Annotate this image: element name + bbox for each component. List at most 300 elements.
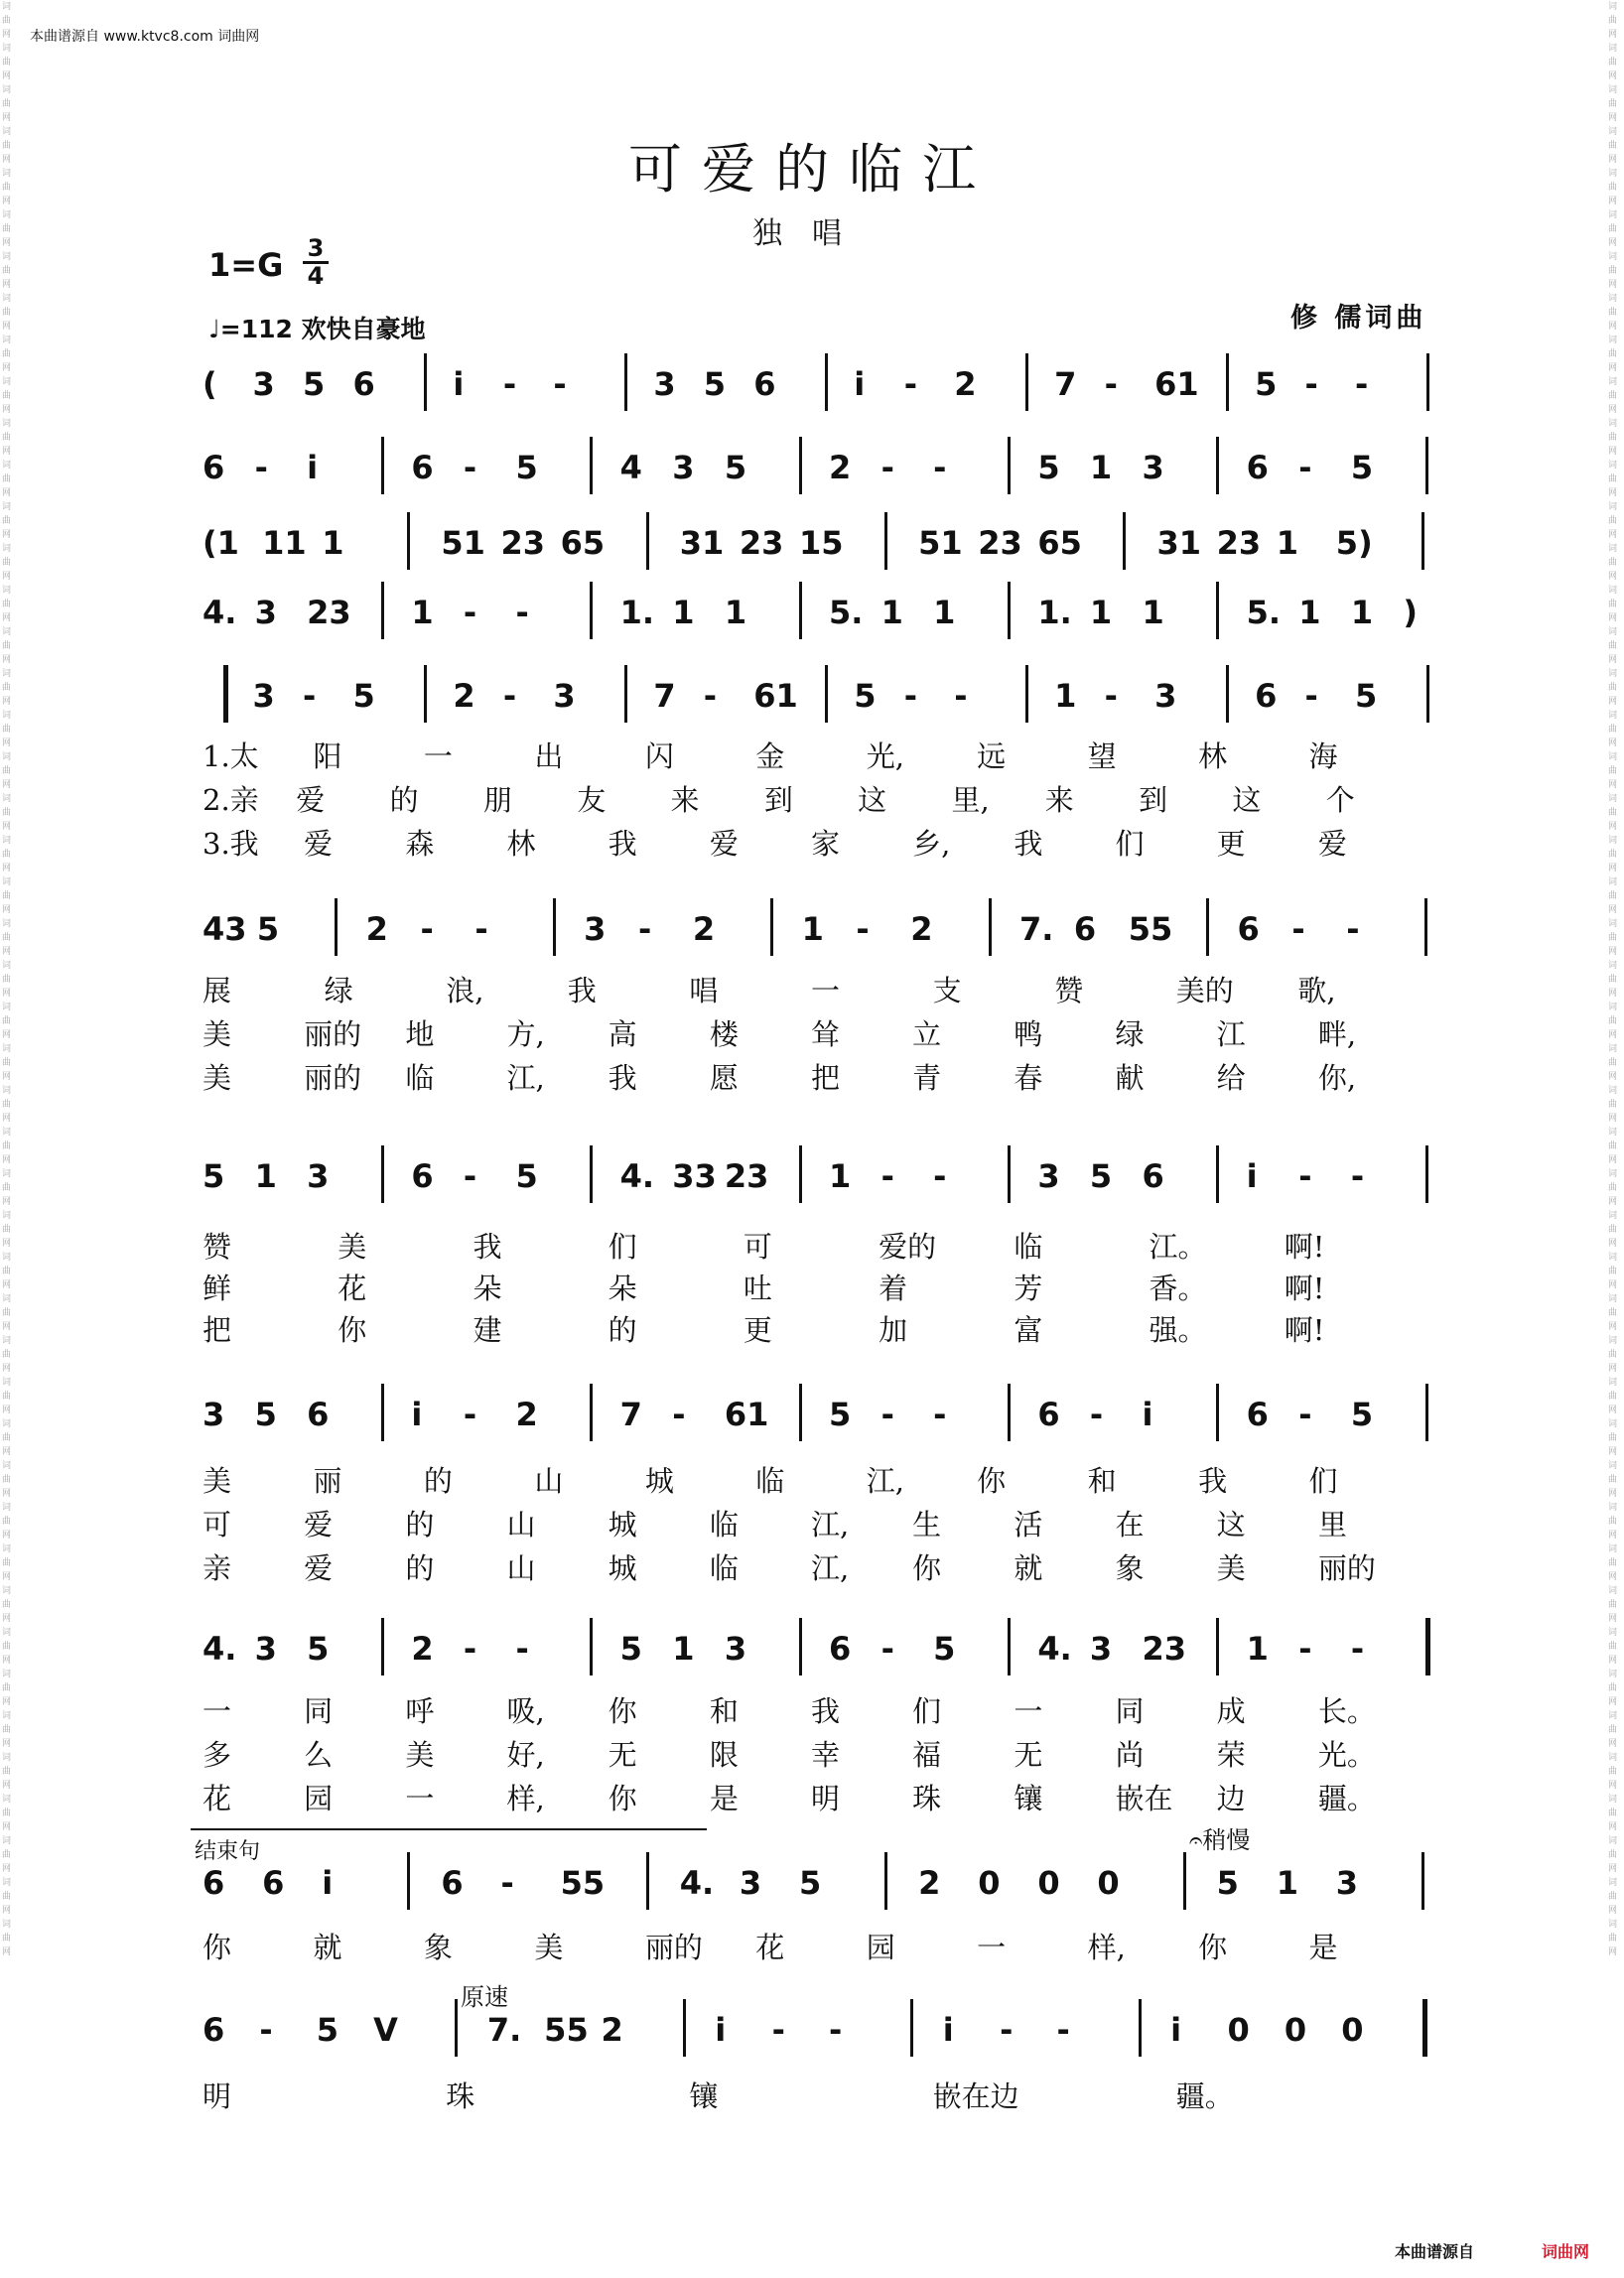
- song-title: 可爱的临江: [628, 138, 996, 201]
- lyric-word: 把: [203, 1313, 232, 1347]
- lyric-word: 朋: [482, 783, 512, 817]
- bar-line: [335, 898, 338, 956]
- score-note: -: [933, 1396, 947, 1433]
- lyric-word: 朵: [473, 1272, 502, 1305]
- score-note: 5: [933, 1630, 956, 1668]
- lyric-word: 更: [743, 1313, 772, 1347]
- lyric-word: 园: [866, 1931, 895, 1964]
- lyric-word: 海: [1308, 739, 1338, 773]
- bar-line: [1426, 353, 1429, 411]
- score-note: 3: [1154, 677, 1177, 715]
- score-note: 3: [672, 449, 695, 486]
- score-note: 5: [307, 1630, 330, 1668]
- score-note: 1: [672, 1630, 695, 1668]
- lyric-word: 是: [1308, 1931, 1338, 1964]
- lyric-word: 青: [912, 1061, 942, 1095]
- lyric-word: 一: [1014, 1694, 1043, 1728]
- bar-line: [407, 512, 410, 570]
- score-note: 3: [724, 1630, 747, 1668]
- score-note: 55: [560, 1864, 606, 1902]
- lyric-word: 临: [405, 1061, 435, 1095]
- score-note: -: [856, 910, 870, 948]
- score-note: i: [307, 449, 319, 486]
- score-note: -: [463, 1157, 477, 1195]
- bar-line: [1421, 1852, 1424, 1910]
- score-note: 4.: [203, 594, 237, 631]
- lyric-word: 来: [1044, 783, 1074, 817]
- score-note: 5: [1089, 1157, 1113, 1195]
- lyric-word: 和: [709, 1694, 739, 1728]
- lyric-word: 林: [506, 827, 536, 861]
- score-note: 1: [933, 594, 956, 631]
- lyric-word: 爱: [296, 783, 326, 817]
- score-note: 2: [910, 910, 933, 948]
- lyric-word: 象: [1115, 1551, 1145, 1585]
- lyric-word: 给: [1216, 1061, 1246, 1095]
- score-row: [0, 1145, 1624, 1205]
- lyric-word: 江,: [506, 1061, 545, 1095]
- score-note: 43: [203, 910, 247, 948]
- lyric-word: 爱: [304, 1551, 334, 1585]
- lyric-word: 你: [608, 1694, 637, 1728]
- score-note: 0: [1341, 2011, 1364, 2049]
- lyric-word: 你: [912, 1551, 942, 1585]
- lyric-word: 同: [304, 1694, 334, 1728]
- score-note: 5: [1350, 1396, 1374, 1433]
- score-note: 6: [1237, 910, 1260, 948]
- score-note: 5: [829, 1396, 852, 1433]
- bar-line: [910, 1999, 913, 2057]
- lyric-word: 的: [608, 1313, 637, 1347]
- lyric-word: 支: [932, 974, 962, 1007]
- score-note: 4.: [203, 1630, 237, 1668]
- lyric-word: 一: [423, 739, 453, 773]
- score-note: 0: [978, 1864, 1001, 1902]
- lyric-word: 美: [203, 1017, 232, 1051]
- lyric-word: 吸,: [506, 1694, 545, 1728]
- lyric-word: 阳: [313, 739, 342, 773]
- score-note: 1: [1054, 677, 1077, 715]
- lyric-word: 丽的: [304, 1061, 362, 1095]
- score-note: 31: [1156, 524, 1202, 562]
- score-note: 4.: [679, 1864, 715, 1902]
- score-note: 1: [1089, 594, 1113, 631]
- score-note: i: [854, 365, 866, 403]
- score-note: 55: [1128, 910, 1173, 948]
- lyric-word: 你,: [1317, 1061, 1357, 1095]
- score-note: 2: [365, 910, 388, 948]
- lyric-word: 爱的: [879, 1230, 937, 1264]
- score-note: 2: [453, 677, 475, 715]
- slow-marking: 𝄐稍慢: [1189, 1826, 1251, 1854]
- score-note: 0: [1037, 1864, 1060, 1902]
- lyric-word: 花: [755, 1931, 785, 1964]
- bar-line: [646, 512, 649, 570]
- lyric-word: 园: [304, 1782, 334, 1815]
- score-note: -: [553, 365, 567, 403]
- lyric-word: 个: [1325, 783, 1355, 817]
- score-note: (: [203, 365, 217, 403]
- score-note: 5.: [1246, 594, 1282, 631]
- score-note: 1: [1276, 1864, 1298, 1902]
- score-note: -: [463, 594, 477, 631]
- score-note: 2: [954, 365, 977, 403]
- lyric-word: 城: [644, 1464, 674, 1498]
- lyric-word: 的: [405, 1508, 435, 1541]
- lyric-word: 绿: [324, 974, 353, 1007]
- score-note: -: [420, 910, 434, 948]
- bar-line: [989, 898, 992, 956]
- lyric-word: 江: [1216, 1017, 1246, 1051]
- lyric-word: 我: [608, 827, 637, 861]
- score-note: 6: [1037, 1396, 1060, 1433]
- lyric-word: 山: [506, 1551, 536, 1585]
- lyric-word: 尚: [1115, 1738, 1145, 1772]
- score-note: 1: [672, 594, 695, 631]
- score-note: 3: [254, 1630, 277, 1668]
- score-note: -: [954, 677, 968, 715]
- lyric-word: 可: [743, 1230, 772, 1264]
- lyric-word: 镶: [689, 2079, 719, 2113]
- score-note: 5: [256, 910, 280, 948]
- score-note: 1: [1350, 594, 1374, 631]
- time-numerator: 3: [303, 236, 329, 264]
- bar-line: [1123, 512, 1126, 570]
- bar-line: [799, 1145, 802, 1203]
- lyric-word: 一: [203, 1694, 232, 1728]
- score-note: i: [453, 365, 465, 403]
- score-note: -: [302, 677, 317, 715]
- lyric-word: 限: [709, 1738, 739, 1772]
- lyric-word: 的: [423, 1464, 453, 1498]
- score-note: 3: [203, 1396, 225, 1433]
- lyric-word: 富: [1014, 1313, 1043, 1347]
- lyric-word: 唱: [689, 974, 719, 1007]
- right-margin-watermark: 词曲网词曲网词曲网词曲网词曲网词曲网词曲网词曲网词曲网词曲网词曲网词曲网词曲网词曲网词曲网词曲网词曲网词曲网词曲网词曲网词曲网词曲网词曲网词曲网词曲网词曲网词曲网词曲网词曲网词曲网词曲网词曲网词曲网词曲网词曲网词曲网词曲网词曲网词曲网词曲网词曲网词曲网词曲网词曲网词曲网词曲网词曲网: [1608, 2, 1618, 1957]
- lyric-word: 疆。: [1175, 2079, 1234, 2113]
- bar-line: [1008, 1384, 1011, 1441]
- score-row: [0, 1999, 1624, 2059]
- score-note: 6: [1246, 449, 1269, 486]
- time-signature: [303, 236, 329, 289]
- bar-line: [683, 1999, 686, 2057]
- score-note: -: [1291, 910, 1305, 948]
- lyric-word: 到: [763, 783, 793, 817]
- score-note: i: [1142, 1396, 1153, 1433]
- score-note: -: [502, 677, 517, 715]
- score-note: -: [933, 449, 947, 486]
- score-note: 5.: [829, 594, 864, 631]
- score-row: [0, 437, 1624, 496]
- lyric-word: 珠: [912, 1782, 942, 1815]
- score-note: -: [1350, 1630, 1365, 1668]
- lyric-word: 一: [977, 1931, 1007, 1964]
- score-note: 1: [411, 594, 434, 631]
- score-note: 51: [918, 524, 963, 562]
- lyric-word: 们: [608, 1230, 637, 1264]
- lyric-word: 赞: [203, 1230, 232, 1264]
- lyric-word: 幸: [811, 1738, 841, 1772]
- score-note: -: [259, 2011, 273, 2049]
- bar-line: [590, 582, 593, 639]
- bar-line: [1206, 898, 1209, 956]
- score-note: 3: [254, 594, 277, 631]
- score-note: 23: [500, 524, 545, 562]
- lyric-word: 活: [1014, 1508, 1043, 1541]
- score-note: 4.: [619, 1157, 655, 1195]
- bar-line: [1183, 1852, 1186, 1910]
- bar-line: [1008, 437, 1011, 494]
- lyric-word: 山: [534, 1464, 564, 1498]
- score-note: 11: [262, 524, 307, 562]
- score-note: 2: [918, 1864, 941, 1902]
- lyric-word: 福: [912, 1738, 942, 1772]
- score-note: -: [1089, 1396, 1104, 1433]
- bar-line: [646, 1852, 649, 1910]
- score-note: -: [880, 1630, 894, 1668]
- bar-line: [1425, 437, 1428, 494]
- score-note: 7.: [486, 2011, 522, 2049]
- score-note: 5: [1216, 1864, 1239, 1902]
- lyric-word: 远: [977, 739, 1007, 773]
- score-note: 5: [724, 449, 747, 486]
- score-note: -: [933, 1157, 947, 1195]
- lyric-word: 临: [709, 1551, 739, 1585]
- key-signature: 1=G: [208, 246, 284, 284]
- lyric-word: 嵌在边: [932, 2079, 1019, 2113]
- score-note: 1: [1089, 449, 1113, 486]
- bar-line: [1422, 1999, 1427, 2057]
- lyric-word: 1.太: [203, 739, 259, 773]
- lyric-word: 愿: [709, 1061, 739, 1095]
- bar-line: [770, 898, 773, 956]
- footer-site-link[interactable]: 词曲网: [1542, 2242, 1590, 2261]
- lyric-word: 珠: [446, 2079, 475, 2113]
- score-note: 7: [653, 677, 676, 715]
- score-row: [0, 898, 1624, 958]
- lyric-word: 们: [912, 1694, 942, 1728]
- score-note: 1: [880, 594, 903, 631]
- lyric-word: 们: [1115, 827, 1145, 861]
- lyric-word: 花: [338, 1272, 367, 1305]
- lyric-word: 森: [405, 827, 435, 861]
- score-note: 61: [753, 677, 798, 715]
- bar-line: [381, 1145, 384, 1203]
- lyric-word: 展: [203, 974, 232, 1007]
- lyric-word: 呼: [405, 1694, 435, 1728]
- lyric-word: 浪,: [446, 974, 484, 1007]
- lyric-word: 可: [203, 1508, 232, 1541]
- lyric-word: 爱: [709, 827, 739, 861]
- lyric-word: 友: [577, 783, 607, 817]
- score-note: (1: [203, 524, 239, 562]
- lyric-word: 同: [1115, 1694, 1145, 1728]
- score-note: -: [880, 1396, 894, 1433]
- lyric-word: 到: [1139, 783, 1168, 817]
- score-note: -: [1056, 2011, 1070, 2049]
- lyric-word: 这: [1232, 783, 1262, 817]
- lyric-word: 生: [912, 1508, 942, 1541]
- score-note: 6: [411, 1157, 434, 1195]
- bar-line: [799, 1384, 802, 1441]
- lyric-word: 楼: [709, 1017, 739, 1051]
- lyric-word: 样,: [506, 1782, 545, 1815]
- lyric-word: 畔,: [1317, 1017, 1357, 1051]
- score-note: -: [880, 449, 894, 486]
- score-note: 3: [1335, 1864, 1359, 1902]
- lyric-word: 美: [203, 1061, 232, 1095]
- bar-line: [799, 1618, 802, 1675]
- lyric-word: 乡,: [912, 827, 951, 861]
- score-note: -: [903, 365, 917, 403]
- bar-line: [1226, 353, 1229, 411]
- score-note: -: [1304, 365, 1318, 403]
- score-note: 5: [1037, 449, 1060, 486]
- score-note: 23: [978, 524, 1022, 562]
- score-note: -: [500, 1864, 514, 1902]
- lyric-word: 江,: [866, 1464, 904, 1498]
- bar-line: [884, 1852, 887, 1910]
- score-note: 5: [316, 2011, 338, 2049]
- score-note: 1: [724, 594, 747, 631]
- bar-line: [1226, 665, 1229, 723]
- bar-line: [799, 437, 802, 494]
- bar-line: [407, 1852, 410, 1910]
- lyric-word: 你: [1198, 1931, 1228, 1964]
- score-note: 6: [352, 365, 375, 403]
- bar-line: [1139, 1999, 1142, 2057]
- score-note: -: [637, 910, 652, 948]
- score-note: 6: [1073, 910, 1097, 948]
- lyric-word: 香。: [1149, 1272, 1207, 1305]
- score-note: 3: [739, 1864, 762, 1902]
- lyric-word: 象: [423, 1931, 453, 1964]
- lyric-word: 我: [473, 1230, 502, 1264]
- bar-line: [1216, 582, 1219, 639]
- score-note: 2: [829, 449, 852, 486]
- lyric-word: 们: [1308, 1464, 1338, 1498]
- lyric-word: 更: [1216, 827, 1246, 861]
- score-note: 5: [1255, 365, 1278, 403]
- lyric-word: 吐: [743, 1272, 772, 1305]
- lyric-word: 城: [608, 1551, 637, 1585]
- left-margin-watermark: 词曲网词曲网词曲网词曲网词曲网词曲网词曲网词曲网词曲网词曲网词曲网词曲网词曲网词曲网词曲网词曲网词曲网词曲网词曲网词曲网词曲网词曲网词曲网词曲网词曲网词曲网词曲网词曲网词曲网词曲网词曲网词曲网词曲网词曲网词曲网词曲网词曲网词曲网词曲网词曲网词曲网词曲网词曲网词曲网词曲网词曲网词曲网: [2, 2, 12, 1957]
- bar-line: [553, 898, 556, 956]
- lyric-word: 丽的: [1317, 1551, 1376, 1585]
- score-note: 6: [307, 1396, 330, 1433]
- score-note: -: [703, 677, 718, 715]
- lyric-word: 着: [879, 1272, 908, 1305]
- lyric-word: 在: [1115, 1508, 1145, 1541]
- lyric-word: 临: [1014, 1230, 1043, 1264]
- score-note: -: [1298, 1396, 1312, 1433]
- lyric-word: 无: [608, 1738, 637, 1772]
- bar-line: [1426, 665, 1429, 723]
- score-note: 2: [601, 2011, 623, 2049]
- score-note: 5: [515, 449, 538, 486]
- score-note: 5: [515, 1157, 538, 1195]
- ending-line: [191, 1828, 707, 1830]
- lyric-word: 美: [203, 1464, 232, 1498]
- score-note: 3: [307, 1157, 330, 1195]
- lyric-word: 城: [608, 1508, 637, 1541]
- score-note: -: [903, 677, 917, 715]
- lyric-word: 明: [203, 2079, 232, 2113]
- source-header: 本曲谱源自 www.ktvc8.com 词曲网: [30, 29, 260, 45]
- ending-label: 结束句: [195, 1839, 261, 1864]
- bar-line: [1025, 353, 1028, 411]
- lyric-word: 荣: [1216, 1738, 1246, 1772]
- score-note: 1: [1298, 594, 1321, 631]
- bar-line: [1421, 512, 1424, 570]
- score-note: 3: [1142, 449, 1164, 486]
- lyric-word: 的: [405, 1551, 435, 1585]
- score-note: 2: [692, 910, 716, 948]
- score-note: -: [1298, 1630, 1312, 1668]
- score-note: 5: [1355, 677, 1378, 715]
- lyric-word: 里: [1317, 1508, 1347, 1541]
- score-note: 55: [544, 2011, 589, 2049]
- bar-line: [1425, 1384, 1428, 1441]
- lyric-word: 赞: [1054, 974, 1084, 1007]
- score-note: 6: [1246, 1396, 1269, 1433]
- score-note: 4: [619, 449, 642, 486]
- score-note: 1: [1246, 1630, 1269, 1668]
- score-note: 6: [829, 1630, 852, 1668]
- score-note: 2: [411, 1630, 434, 1668]
- lyric-word: 你: [338, 1313, 367, 1347]
- score-note: 65: [560, 524, 606, 562]
- bar-line: [381, 1618, 384, 1675]
- lyric-word: 就: [313, 1931, 342, 1964]
- lyric-word: 地: [405, 1017, 435, 1051]
- lyric-word: 歌,: [1297, 974, 1336, 1007]
- lyric-word: 我: [608, 1061, 637, 1095]
- lyric-word: 我: [567, 974, 597, 1007]
- score-note: 5: [798, 1864, 822, 1902]
- score-note: -: [463, 1396, 477, 1433]
- bar-line: [799, 582, 802, 639]
- score-note: -: [1298, 1157, 1312, 1195]
- score-row: [0, 353, 1624, 413]
- bar-line: [424, 665, 427, 723]
- lyric-word: 亲: [203, 1551, 232, 1585]
- score-note: i: [1246, 1157, 1258, 1195]
- score-note: -: [672, 1396, 686, 1433]
- bar-line: [1216, 1618, 1219, 1675]
- lyric-word: 丽的: [304, 1017, 362, 1051]
- lyric-word: 你: [203, 1931, 232, 1964]
- score-note: 1: [801, 910, 824, 948]
- lyric-word: 美: [534, 1931, 564, 1964]
- bar-line: [381, 1384, 384, 1441]
- lyric-word: 爱: [304, 827, 334, 861]
- score-note: 6: [1142, 1157, 1164, 1195]
- score-note: -: [502, 365, 517, 403]
- bar-line: [223, 665, 228, 723]
- composer-credit: 修 儒词曲: [1290, 303, 1427, 334]
- lyric-word: 3.我: [203, 827, 259, 861]
- score-row: [0, 512, 1624, 572]
- score-row: [0, 665, 1624, 725]
- score-note: 5): [1335, 524, 1373, 562]
- lyric-word: 强。: [1149, 1313, 1207, 1347]
- score-note: 7.: [1019, 910, 1054, 948]
- score-note: 2: [515, 1396, 538, 1433]
- lyric-word: 建: [473, 1313, 502, 1347]
- bar-line: [1216, 1384, 1219, 1441]
- score-note: -: [474, 910, 488, 948]
